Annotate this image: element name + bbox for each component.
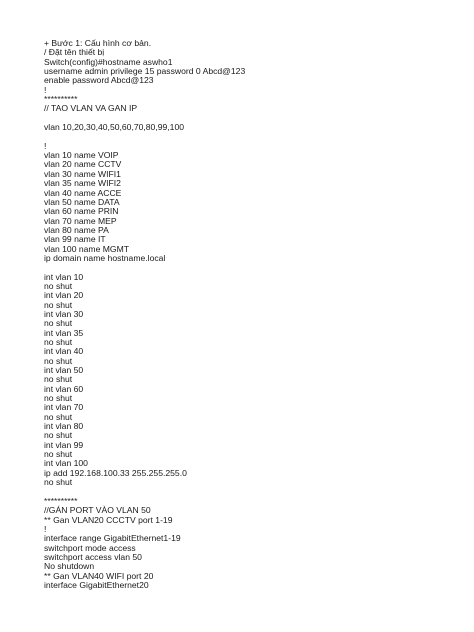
doc-line: vlan 60 name PRIN <box>44 206 119 217</box>
doc-line: vlan 20 name CCTV <box>44 159 122 170</box>
doc-line: no shut <box>44 393 73 404</box>
document-page <box>44 39 464 590</box>
doc-line: interface GigabitEthernet20 <box>44 579 149 590</box>
doc-line: vlan 99 name IT <box>44 234 106 245</box>
doc-line: int vlan 80 <box>44 421 84 432</box>
doc-line: switchport access vlan 50 <box>44 551 142 562</box>
doc-line: no shut <box>44 318 73 329</box>
doc-line: switchport mode access <box>44 542 136 553</box>
doc-line: ** Gan VLAN20 CCCTV port 1-19 <box>44 514 173 525</box>
doc-line: int vlan 99 <box>44 439 84 450</box>
doc-line: vlan 70 name MEP <box>44 215 117 226</box>
doc-line: no shut <box>44 411 73 422</box>
doc-line: int vlan 70 <box>44 402 84 413</box>
doc-line: //GÁN PORT VÀO VLAN 50 <box>44 505 151 516</box>
doc-line: ********** <box>44 94 78 105</box>
doc-line: ip domain name hostname.local <box>44 252 166 263</box>
doc-line: ! <box>44 140 47 151</box>
doc-line <box>44 263 464 272</box>
doc-line: int vlan 100 <box>44 458 88 469</box>
doc-line: vlan 10 name VOIP <box>44 150 119 161</box>
doc-line: No shutdown <box>44 561 95 572</box>
doc-line: no shut <box>44 449 73 460</box>
doc-line: username admin privilege 15 password 0 Abcd@123 <box>44 66 246 77</box>
doc-line: ip add 192.168.100.33 255.255.255.0 <box>44 467 187 478</box>
doc-line: vlan 30 name WIFI1 <box>44 168 121 179</box>
doc-line: int vlan 60 <box>44 383 84 394</box>
doc-line: ! <box>44 523 47 534</box>
doc-line: int vlan 40 <box>44 346 84 357</box>
doc-line: no shut <box>44 477 73 488</box>
doc-line: / Đặt tên thiết bị <box>44 47 105 58</box>
doc-line: enable password Abcd@123 <box>44 75 154 86</box>
doc-line: no shut <box>44 280 73 291</box>
doc-line: + Bước 1: Cấu hình cơ bản. <box>44 38 152 48</box>
doc-line: no shut <box>44 299 73 310</box>
doc-line: vlan 10,20,30,40,50,60,70,80,99,100 <box>44 122 185 133</box>
doc-line: int vlan 50 <box>44 365 84 376</box>
doc-line: no shut <box>44 374 73 385</box>
doc-line: Switch(config)#hostname aswho1 <box>44 56 173 67</box>
doc-line: ** Gan VLAN40 WIFI port 20 <box>44 570 154 581</box>
doc-line <box>44 488 464 497</box>
doc-line: no shut <box>44 337 73 347</box>
doc-line: vlan 35 name WIFI2 <box>44 178 121 189</box>
doc-line: interface range GigabitEthernet1-19 <box>44 533 181 544</box>
doc-line: vlan 100 name MGMT <box>44 243 130 254</box>
doc-line: no shut <box>44 355 73 366</box>
doc-line: no shut <box>44 430 73 441</box>
doc-line: vlan 50 name DATA <box>44 196 120 207</box>
doc-line: int vlan 30 <box>44 308 84 319</box>
doc-line: ! <box>44 84 47 95</box>
doc-line: int vlan 20 <box>44 290 84 301</box>
doc-line: int vlan 10 <box>44 271 84 282</box>
doc-line: // TAO VLAN VA GAN IP <box>44 103 138 114</box>
doc-line: vlan 40 name ACCE <box>44 187 122 198</box>
doc-line <box>44 132 464 141</box>
doc-line: vlan 80 name PA <box>44 224 109 235</box>
doc-line: ********** <box>44 495 78 506</box>
doc-line: int vlan 35 <box>44 327 84 338</box>
